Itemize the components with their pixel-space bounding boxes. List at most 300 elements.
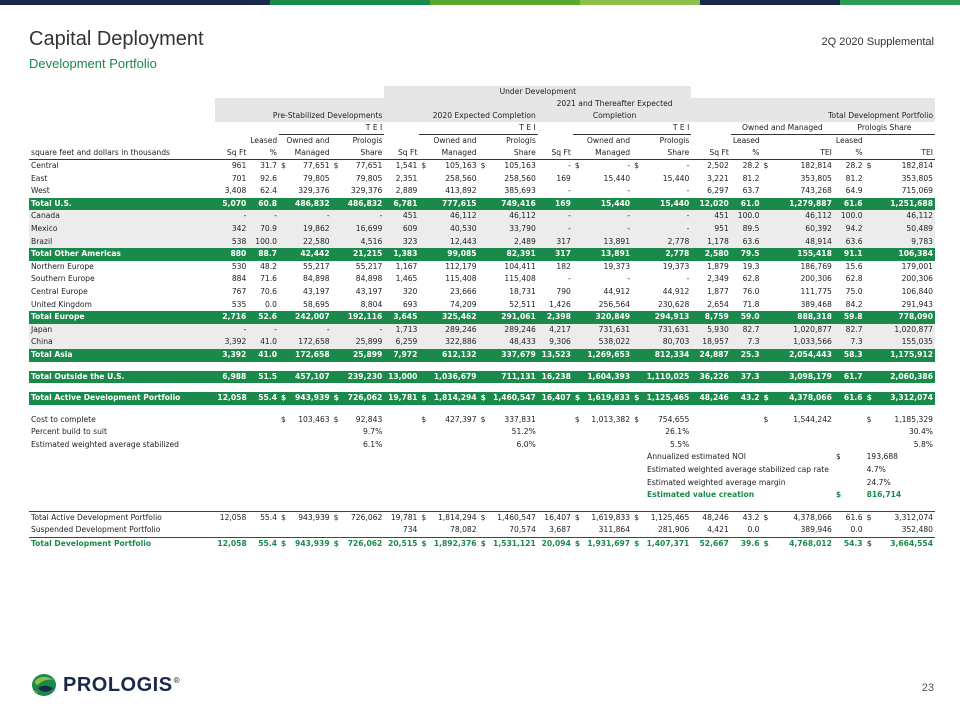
value-cell: 320,849 [584, 311, 632, 324]
empty-cell [584, 502, 632, 512]
empty-cell [343, 405, 385, 414]
value-cell: 1,465 [395, 274, 418, 284]
dollar-sign-cell [632, 324, 643, 337]
value-cell: 24,887 [691, 349, 730, 362]
value-cell: 4,516 [343, 236, 385, 249]
col-sqft: Sq Ft [215, 147, 248, 160]
dollar-sign-cell [573, 273, 584, 286]
value-cell: 112,179 [445, 261, 477, 271]
value-cell: 1,407,371 [643, 538, 691, 551]
empty-cell [573, 502, 584, 512]
value-cell: 104,411 [504, 261, 536, 271]
value-cell: 64.9 [845, 186, 863, 196]
noi-value: 193,688 [866, 452, 898, 462]
value-cell: 1,879 [707, 261, 729, 271]
value-cell: - [643, 223, 691, 236]
value-cell: 230,628 [657, 299, 690, 309]
value-cell: 2,060,386 [876, 371, 935, 384]
dollar-sign-cell [762, 371, 773, 384]
empty-cell [290, 502, 332, 512]
dollar-sign-cell [332, 336, 343, 349]
dollar-sign-cell [279, 210, 290, 223]
value-cell: 41.0 [248, 349, 279, 362]
value-cell: 51.2% [511, 427, 536, 437]
value-cell: 12,058 [215, 511, 248, 524]
value-cell: 3,221 [707, 173, 729, 183]
noi-label: Estimated weighted average margin [647, 477, 786, 487]
value-cell: 172,658 [290, 336, 332, 349]
value-cell: 749,416 [490, 198, 538, 211]
value-cell: 46,112 [772, 210, 833, 223]
dollar-sign-cell: $ [835, 452, 841, 462]
value-cell: 1,814,294 [430, 511, 478, 524]
value-cell: 7.3 [834, 336, 865, 349]
value-cell: 44,912 [662, 286, 690, 296]
dollar-sign-cell [632, 248, 643, 261]
dollar-sign-cell [479, 198, 490, 211]
value-cell: 19,373 [662, 261, 690, 271]
table-row [29, 236, 935, 249]
empty-cell [248, 383, 279, 392]
value-cell: 26.1% [665, 427, 690, 437]
value-cell: 726,062 [343, 392, 385, 405]
value-cell: 42,442 [290, 248, 332, 261]
empty-cell [762, 362, 773, 371]
dollar-sign-cell [279, 223, 290, 236]
value-cell: 322,886 [430, 336, 478, 349]
dollar-sign-cell [479, 371, 490, 384]
empty-cell [430, 405, 478, 414]
noi-value: 4.7% [866, 465, 886, 475]
value-cell: 19,781 [384, 392, 419, 405]
value-cell: 1,931,697 [584, 538, 632, 551]
value-cell: 2,778 [643, 248, 691, 261]
value-cell: 1,175,912 [876, 349, 935, 362]
dollar-sign-cell [279, 198, 290, 211]
dollar-sign-cell [834, 477, 865, 490]
empty-cell [215, 362, 248, 371]
dollar-sign-cell [332, 371, 343, 384]
value-cell: 0.0 [850, 525, 863, 535]
value-cell: 385,693 [504, 186, 536, 196]
value-cell: 325,462 [430, 311, 478, 324]
value-cell: 329,376 [298, 186, 330, 196]
dollar-sign-cell [865, 371, 876, 384]
prologis-logo [29, 672, 181, 698]
value-cell: 59.0 [731, 311, 762, 324]
dollar-sign-cell: $ [762, 538, 773, 551]
dollar-sign-cell [332, 223, 343, 236]
globe-logo-icon [29, 672, 59, 698]
dollar-sign-cell: $ [333, 161, 339, 170]
value-cell: 8,759 [691, 311, 730, 324]
value-cell: 3,408 [224, 186, 247, 196]
value-cell: 59.8 [834, 311, 865, 324]
value-cell: 36,226 [691, 371, 730, 384]
dollar-sign-cell [632, 311, 643, 324]
value-cell: - [584, 223, 632, 236]
value-cell [772, 426, 833, 439]
value-cell: 94.2 [834, 223, 865, 236]
units-label: square feet and dollars in thousands [29, 147, 215, 160]
dollar-sign-cell [573, 261, 584, 274]
dollar-sign-cell [573, 524, 584, 537]
value-cell: 63.6 [834, 236, 865, 249]
dollar-sign-cell: $ [421, 414, 427, 424]
value-cell: 943,939 [290, 538, 332, 551]
dollar-sign-cell [279, 324, 290, 337]
value-cell: 317 [538, 248, 573, 261]
dollar-sign-cell: $ [574, 161, 580, 170]
value-cell: 200,306 [901, 274, 933, 284]
dollar-sign-cell [573, 173, 584, 186]
value-cell: 16,407 [538, 511, 573, 524]
col-leased-1: Leased [248, 135, 279, 148]
dollar-sign-cell [279, 236, 290, 249]
total-row [29, 392, 935, 405]
value-cell: 1,544,242 [793, 414, 832, 424]
dollar-sign-cell: $ [865, 392, 876, 405]
under-development-header: Under Development [384, 86, 691, 98]
dollar-sign-cell [479, 286, 490, 299]
empty-cell [865, 405, 876, 414]
value-cell: 6.0% [516, 439, 536, 449]
value-cell: 182,814 [901, 161, 933, 170]
table-row [29, 511, 935, 524]
empty-cell [876, 405, 935, 414]
table-row [29, 324, 935, 337]
dollar-sign-cell [479, 185, 490, 198]
dollar-sign-cell [573, 324, 584, 337]
row-label: Total Active Development Portfolio [29, 392, 215, 405]
dollar-sign-cell [573, 439, 584, 452]
empty-cell [538, 383, 573, 392]
row-label: East [31, 173, 48, 183]
row-label: Total Outside the U.S. [29, 371, 215, 384]
value-cell: 951 [691, 223, 730, 236]
value-cell: 329,376 [350, 186, 383, 196]
empty-cell [632, 502, 643, 512]
dollar-sign-cell [332, 349, 343, 362]
dollar-sign-cell [762, 210, 773, 223]
value-cell: 23,666 [450, 286, 477, 296]
value-cell: 58,695 [303, 299, 330, 309]
row-label: Brazil [29, 236, 215, 249]
page-title: Capital Deployment [29, 28, 204, 50]
value-cell: 55,217 [355, 261, 383, 271]
dollar-sign-cell: $ [574, 414, 580, 424]
value-cell: 6,259 [384, 336, 419, 349]
dollar-sign-cell [279, 299, 290, 312]
value-cell: 427,397 [445, 414, 477, 424]
value-cell: 943,939 [290, 511, 332, 524]
value-cell: 19,373 [603, 261, 631, 271]
owned-managed-group: Owned and Managed [731, 122, 834, 135]
dollar-sign-cell [632, 426, 643, 439]
value-cell: 16,699 [343, 223, 385, 236]
dollar-sign-cell: $ [632, 392, 643, 405]
tei-prestab: T E I [279, 122, 384, 135]
dollar-sign-cell: $ [332, 511, 343, 524]
value-cell: 55.4 [248, 392, 279, 405]
dollar-sign-cell [279, 273, 290, 286]
dollar-sign-cell [332, 324, 343, 337]
value-cell: 52,667 [691, 538, 730, 551]
stripe-navy [0, 0, 270, 5]
col-leased-2d: % [731, 147, 762, 160]
dollar-sign-cell [573, 336, 584, 349]
dollar-sign-cell [762, 426, 773, 439]
dollar-sign-cell [632, 210, 643, 223]
value-cell: 50,489 [876, 223, 935, 236]
dollar-sign-cell [419, 426, 430, 439]
dollar-sign-cell [573, 371, 584, 384]
empty-cell [834, 383, 865, 392]
value-cell: 289,246 [430, 324, 478, 337]
noi-label: Estimated weighted average stabilized cap rate [647, 465, 829, 475]
value-cell: 389,946 [800, 525, 832, 535]
value-cell: 33,790 [490, 223, 538, 236]
empty-cell [332, 502, 343, 512]
value-cell: 55.4 [248, 538, 279, 551]
value-cell: 451 [384, 210, 419, 223]
empty-cell [419, 405, 430, 414]
value-cell [384, 414, 419, 427]
value-cell: 48,914 [772, 236, 833, 249]
value-cell: 46,112 [876, 210, 935, 223]
dollar-sign-cell [632, 236, 643, 249]
value-cell: 40,530 [430, 223, 478, 236]
header-row-groups [29, 110, 935, 122]
empty-cell [865, 502, 876, 512]
value-cell: 1,892,376 [430, 538, 478, 551]
empty-cell [731, 502, 762, 512]
dollar-sign-cell: $ [419, 511, 430, 524]
value-cell: 51.5 [248, 371, 279, 384]
noi-row [29, 477, 935, 490]
value-cell: 1,814,294 [430, 392, 478, 405]
value-cell: 43,197 [355, 286, 383, 296]
value-cell: - [343, 210, 385, 223]
value-cell: 92.6 [260, 173, 278, 183]
value-cell: 77,651 [355, 161, 383, 170]
value-cell: 535 [231, 299, 247, 309]
dollar-sign-cell [332, 210, 343, 223]
value-cell: 80,703 [643, 336, 691, 349]
logo-text: PROLOGIS [63, 673, 173, 696]
row-label: Total U.S. [29, 198, 215, 211]
prestab-header: Pre-Stabilized Developments [215, 110, 384, 122]
header-row-col1 [29, 135, 935, 148]
dollar-sign-cell [419, 248, 430, 261]
page-number: 23 [921, 682, 934, 694]
value-cell: 99,085 [430, 248, 478, 261]
empty-cell [876, 502, 935, 512]
value-cell: 9,783 [876, 236, 935, 249]
value-cell: 1,531,121 [490, 538, 538, 551]
empty-cell [573, 383, 584, 392]
value-cell: 31.7 [260, 161, 278, 170]
total-row [29, 311, 935, 324]
dollar-sign-cell [632, 299, 643, 312]
value-cell [290, 439, 332, 452]
dollar-sign-cell: $ [480, 161, 486, 170]
value-cell: 60,392 [772, 223, 833, 236]
empty-cell [834, 502, 865, 512]
value-cell: 4,378,066 [772, 392, 833, 405]
dollar-sign-cell [762, 349, 773, 362]
dollar-sign-cell [632, 223, 643, 236]
dollar-sign-cell [279, 349, 290, 362]
value-cell [343, 524, 385, 537]
value-cell: 200,306 [800, 274, 832, 284]
dollar-sign-cell [865, 223, 876, 236]
value-cell: 76.0 [742, 286, 760, 296]
value-cell: 37.3 [731, 371, 762, 384]
value-cell: - [248, 210, 279, 223]
dollar-sign-cell [479, 299, 490, 312]
col-owned-2b: Managed [419, 147, 478, 160]
empty-cell [643, 383, 691, 392]
dollar-sign-cell [332, 248, 343, 261]
col-prologis-2b: Share [479, 147, 538, 160]
tei-2021: T E I [573, 122, 691, 135]
dollar-sign-cell [479, 439, 490, 452]
dollar-sign-cell [762, 336, 773, 349]
empty-cell [865, 362, 876, 371]
value-cell: 54.3 [834, 538, 865, 551]
empty-cell [584, 362, 632, 371]
value-cell: 8,804 [360, 299, 383, 309]
value-cell: 1,110,025 [643, 371, 691, 384]
empty-cell [343, 502, 385, 512]
dollar-sign-cell [762, 299, 773, 312]
empty-cell [332, 405, 343, 414]
value-cell: - [686, 186, 690, 196]
value-cell: 812,334 [643, 349, 691, 362]
value-cell: 13,523 [538, 349, 573, 362]
dollar-sign-cell [419, 261, 430, 274]
value-cell [584, 439, 632, 452]
dollar-sign-cell: $ [479, 538, 490, 551]
value-cell: 74,209 [450, 299, 477, 309]
value-cell: 256,564 [598, 299, 631, 309]
dollar-sign-cell: $ [279, 538, 290, 551]
value-cell: 888,318 [772, 311, 833, 324]
dollar-sign-cell [573, 349, 584, 362]
stripe-lime [580, 0, 700, 5]
value-cell: 155,418 [772, 248, 833, 261]
value-cell: 6,781 [384, 198, 419, 211]
value-cell: 538 [215, 236, 248, 249]
dollar-sign-cell: $ [281, 414, 286, 424]
dollar-sign-cell [573, 198, 584, 211]
dollar-sign-cell [762, 185, 773, 198]
dollar-sign-cell [419, 349, 430, 362]
value-cell: 530 [231, 261, 247, 271]
expected-2020-header: 2020 Expected Completion [384, 110, 537, 122]
value-cell: 41.0 [248, 336, 279, 349]
value-cell: 317 [538, 236, 573, 249]
table-row [29, 426, 935, 439]
noi-value: 24.7% [866, 477, 891, 487]
empty-cell [691, 362, 730, 371]
value-cell: 291,061 [490, 311, 538, 324]
value-cell: 75.0 [845, 286, 863, 296]
dollar-sign-cell [865, 311, 876, 324]
value-cell [538, 439, 573, 452]
value-cell: 39.6 [731, 538, 762, 551]
empty-cell [343, 362, 385, 371]
value-cell: 4,768,012 [772, 538, 833, 551]
dollar-sign-cell [419, 286, 430, 299]
noi-value: 816,714 [866, 490, 902, 500]
value-cell: 61.7 [834, 371, 865, 384]
value-cell: 55,217 [303, 261, 330, 271]
value-cell [215, 426, 248, 439]
value-cell: 389,468 [800, 299, 832, 309]
empty-cell [290, 405, 332, 414]
spacer-row [29, 362, 935, 371]
empty-cell [876, 383, 935, 392]
value-cell: 91.1 [834, 248, 865, 261]
value-cell: 71.6 [260, 274, 278, 284]
empty-cell [772, 502, 833, 512]
value-cell: 15,440 [603, 173, 631, 183]
value-cell: 61.6 [834, 198, 865, 211]
value-cell: - [538, 223, 573, 236]
value-cell: 25,899 [343, 336, 385, 349]
dollar-sign-cell: $ [634, 161, 639, 170]
row-label: Southern Europe [31, 274, 95, 284]
dollar-sign-cell [762, 236, 773, 249]
dollar-sign-cell: $ [763, 414, 769, 424]
value-cell: 18,957 [691, 336, 730, 349]
dollar-sign-cell: $ [634, 414, 639, 424]
value-cell: 3,098,179 [772, 371, 833, 384]
empty-cell [632, 362, 643, 371]
value-cell: 186,769 [800, 261, 832, 271]
row-label: Percent build to suit [31, 427, 107, 437]
value-cell: 12,058 [215, 392, 248, 405]
value-cell: 62.4 [260, 186, 278, 196]
dollar-sign-cell [279, 371, 290, 384]
dollar-sign-cell [419, 236, 430, 249]
value-cell: 1,125,465 [643, 511, 691, 524]
noi-label: Estimated value creation [647, 490, 755, 500]
table-row [29, 185, 935, 198]
value-cell: 486,832 [290, 198, 332, 211]
value-cell: 115,408 [504, 274, 536, 284]
value-cell: 79,805 [355, 173, 383, 183]
value-cell: - [290, 210, 332, 223]
value-cell: 294,913 [643, 311, 691, 324]
value-cell: 79,805 [303, 173, 330, 183]
value-cell [834, 414, 865, 427]
dollar-sign-cell [865, 349, 876, 362]
dollar-sign-cell: $ [479, 511, 490, 524]
value-cell: 44,912 [603, 286, 631, 296]
value-cell: 2,351 [395, 173, 418, 183]
dollar-sign-cell [632, 185, 643, 198]
empty-cell [384, 502, 419, 512]
supplemental-label: 2Q 2020 Supplemental [821, 36, 934, 48]
value-cell: 734 [402, 525, 418, 535]
empty-cell [691, 383, 730, 392]
stripe-navy-2 [700, 0, 840, 5]
value-cell: 43.2 [731, 511, 762, 524]
dollar-sign-cell [479, 324, 490, 337]
